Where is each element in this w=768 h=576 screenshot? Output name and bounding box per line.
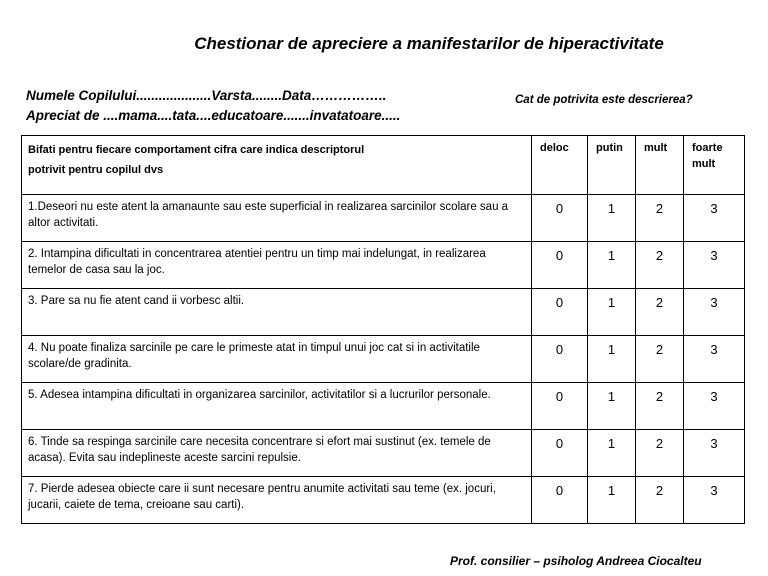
rating-option-2[interactable]: 2 [636, 242, 684, 289]
table-header-row [22, 136, 745, 195]
rating-option-1[interactable]: 1 [588, 195, 636, 242]
rating-option-1[interactable]: 1 [588, 430, 636, 477]
row-description: 7. Pierde adesea obiecte care ii sunt necesare pentru anumite activitati sau teme (ex. jocuri, jucarii, caiete de tema, creioane sau carti). [22, 477, 532, 524]
rating-option-2[interactable]: 2 [636, 477, 684, 524]
table-row [22, 383, 745, 430]
table-row [22, 242, 745, 289]
rating-option-0[interactable]: 0 [532, 336, 588, 383]
rating-option-3[interactable]: 3 [684, 477, 745, 524]
rating-option-0[interactable]: 0 [532, 477, 588, 524]
rating-option-3[interactable]: 3 [684, 336, 745, 383]
rating-option-1[interactable]: 1 [588, 336, 636, 383]
rating-option-2[interactable]: 2 [636, 195, 684, 242]
rating-option-3[interactable]: 3 [684, 242, 745, 289]
rating-option-2[interactable]: 2 [636, 430, 684, 477]
rating-option-3[interactable]: 3 [684, 289, 745, 336]
questionnaire-table [21, 135, 745, 524]
table-row [22, 289, 745, 336]
assessed-by-line: Apreciat de ....mama....tata....educatoare.......invatatoare..... [26, 108, 401, 123]
header-instruction [22, 136, 532, 195]
rating-option-0[interactable]: 0 [532, 195, 588, 242]
child-name-age-date-line: Numele Copilului....................Varsta........Data…………….. [26, 88, 387, 103]
rating-option-2[interactable]: 2 [636, 336, 684, 383]
column-mult: mult [636, 136, 684, 195]
table-row [22, 195, 745, 242]
rating-option-1[interactable]: 1 [588, 477, 636, 524]
row-description: 3. Pare sa nu fie atent cand ii vorbesc altii. [22, 289, 532, 336]
column-foarte-mult: foarte mult [684, 136, 745, 195]
rating-option-2[interactable]: 2 [636, 383, 684, 430]
instruction-line-2: potrivit pentru copilul dvs [28, 164, 164, 176]
rating-option-0[interactable]: 0 [532, 383, 588, 430]
instruction-line-1: Bifati pentru fiecare comportament cifra care indica descriptorul [28, 144, 365, 156]
rating-option-1[interactable]: 1 [588, 289, 636, 336]
table-row [22, 477, 745, 524]
rating-option-0[interactable]: 0 [532, 430, 588, 477]
column-putin: putin [588, 136, 636, 195]
row-description: 1.Deseori nu este atent la amanaunte sau este superficial in realizarea sarcinilor scolare sau a altor activitati. [22, 195, 532, 242]
table-row [22, 430, 745, 477]
rating-option-3[interactable]: 3 [684, 383, 745, 430]
row-description: 5. Adesea intampina dificultati in organizarea sarcinilor, activitatilor si a lucrurilor personale. [22, 383, 532, 430]
row-description: 6. Tinde sa respinga sarcinile care necesita concentrare si efort mai sustinut (ex. temele de acasa). Evita sau indeplineste aceste sarcini repulsie. [22, 430, 532, 477]
author-signature: Prof. consilier – psiholog Andreea Ciocalteu [450, 554, 702, 568]
rating-option-1[interactable]: 1 [588, 242, 636, 289]
rating-option-0[interactable]: 0 [532, 289, 588, 336]
rating-option-3[interactable]: 3 [684, 195, 745, 242]
rating-option-2[interactable]: 2 [636, 289, 684, 336]
rating-option-3[interactable]: 3 [684, 430, 745, 477]
rating-option-0[interactable]: 0 [532, 242, 588, 289]
document-title: Chestionar de apreciere a manifestarilor de hiperactivitate [194, 34, 664, 53]
table-row [22, 336, 745, 383]
scale-question: Cat de potrivita este descrierea? [515, 94, 693, 106]
rating-option-1[interactable]: 1 [588, 383, 636, 430]
row-description: 2. Intampina dificultati in concentrarea atentiei pentru un timp mai indelungat, in realizarea temelor de casa sau la joc. [22, 242, 532, 289]
row-description: 4. Nu poate finaliza sarcinile pe care le primeste atat in timpul unui joc cat si in activitatile scolare/de gradinita. [22, 336, 532, 383]
child-info-block [26, 86, 400, 126]
column-deloc: deloc [532, 136, 588, 195]
